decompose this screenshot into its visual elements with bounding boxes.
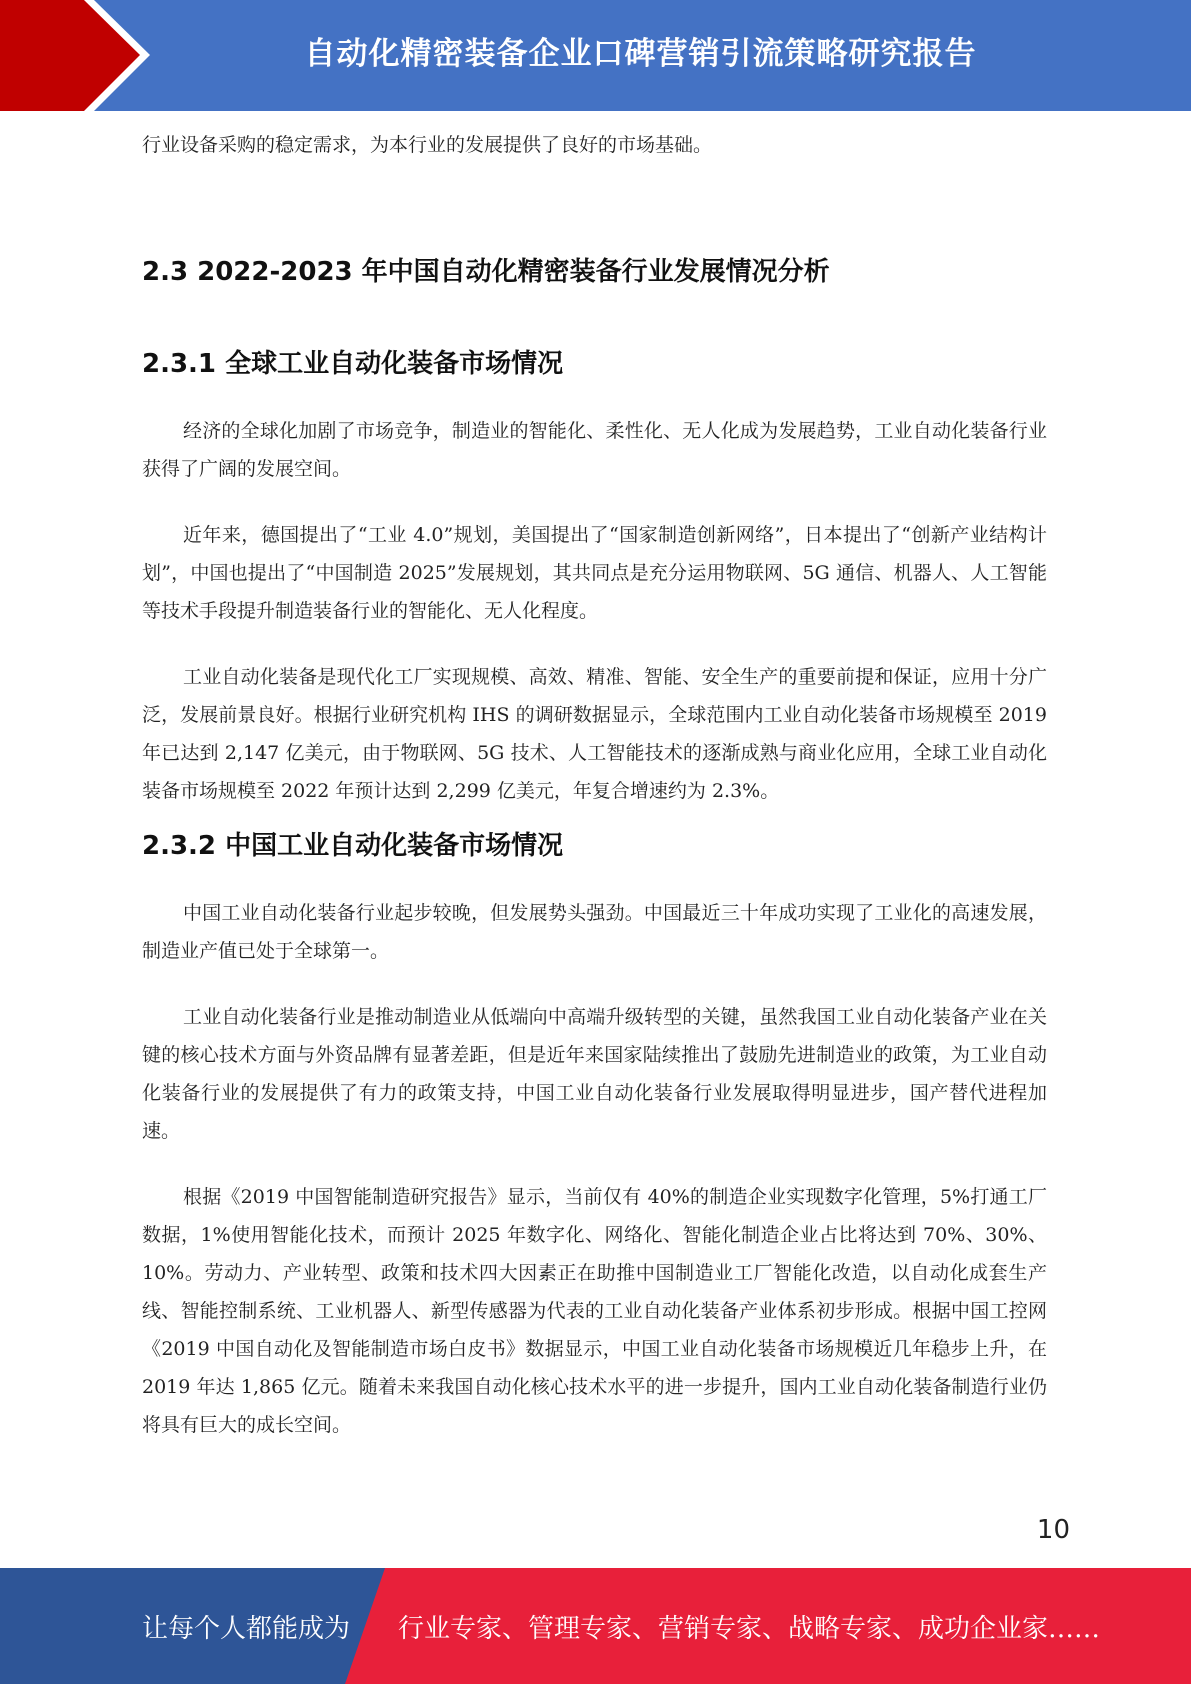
paragraph: 根据《2019 中国智能制造研究报告》显示，当前仅有 40%的制造企业实现数字化管理，5%打通工厂数据，1%使用智能化技术，而预计 2025 年数字化、网络化、智能化制造企业占比将达到 70%、30%、10%。劳动力、产业转型、政策和技术四大因素正在助推中国制造业工厂智能化改造，以自动化成套生产线、智能控制系统、工业机器人、新型传感器为代表的工业自动化装备产业体系初步形成。根据中国工控网《2019 中国自动化及智能制造市场白皮书》数据显示，中国工业自动化装备市场规模近几年稳步上升，在 2019 年达 1,865 亿元。随着未来我国自动化核心技术水平的进一步提升，国内工业自动化装备制造行业仍将具有巨大的成长空间。 bbox=[142, 1186, 1047, 1436]
paragraph-intro: 行业设备采购的稳定需求，为本行业的发展提供了良好的市场基础。 bbox=[142, 134, 713, 156]
section-heading-2-3: 2.3 2022-2023 年中国自动化精密装备行业发展情况分析 bbox=[142, 257, 830, 287]
document-body bbox=[142, 126, 1047, 1444]
page-number: 10 bbox=[1036, 1515, 1070, 1545]
footer-slogan-left: 让每个人都能成为 bbox=[142, 1613, 351, 1644]
report-title: 自动化精密装备企业口碑营销引流策略研究报告 bbox=[304, 35, 977, 72]
paragraph: 工业自动化装备行业是推动制造业从低端向中高端升级转型的关键，虽然我国工业自动化装备产业在关键的核心技术方面与外资品牌有显著差距，但是近年来国家陆续推出了鼓励先进制造业的政策，为工业自动化装备行业的发展提供了有力的政策支持，中国工业自动化装备行业发展取得明显进步，国产替代进程加速。 bbox=[142, 1006, 1047, 1142]
paragraph: 工业自动化装备是现代化工厂实现规模、高效、精准、智能、安全生产的重要前提和保证，应用十分广泛，发展前景良好。根据行业研究机构 IHS 的调研数据显示，全球范围内工业自动化装备市场规模至 2019 年已达到 2,147 亿美元，由于物联网、5G 技术、人工智能技术的逐渐成熟与商业化应用，全球工业自动化装备市场规模至 2022 年预计达到 2,299 亿美元，年复合增速约为 2.3%。 bbox=[142, 666, 1047, 802]
page-footer bbox=[0, 1568, 1191, 1684]
footer-slogan-right: 行业专家、管理专家、营销专家、战略专家、成功企业家…… bbox=[398, 1613, 1101, 1644]
section-heading-2-3-1: 2.3.1 全球工业自动化装备市场情况 bbox=[142, 349, 564, 379]
paragraph: 近年来，德国提出了“工业 4.0”规划，美国提出了“国家制造创新网络”，日本提出了“创新产业结构计划”，中国也提出了“中国制造 2025”发展规划，其共同点是充分运用物联网、5G 通信、机器人、人工智能等技术手段提升制造装备行业的智能化、无人化程度。 bbox=[142, 524, 1047, 622]
paragraph: 经济的全球化加剧了市场竞争，制造业的智能化、柔性化、无人化成为发展趋势，工业自动化装备行业获得了广阔的发展空间。 bbox=[142, 420, 1047, 480]
section-heading-2-3-2: 2.3.2 中国工业自动化装备市场情况 bbox=[142, 831, 564, 861]
header-chevron-icon bbox=[0, 0, 160, 111]
page-header bbox=[0, 0, 1191, 111]
paragraph: 中国工业自动化装备行业起步较晚，但发展势头强劲。中国最近三十年成功实现了工业化的高速发展，制造业产值已处于全球第一。 bbox=[142, 902, 1047, 962]
